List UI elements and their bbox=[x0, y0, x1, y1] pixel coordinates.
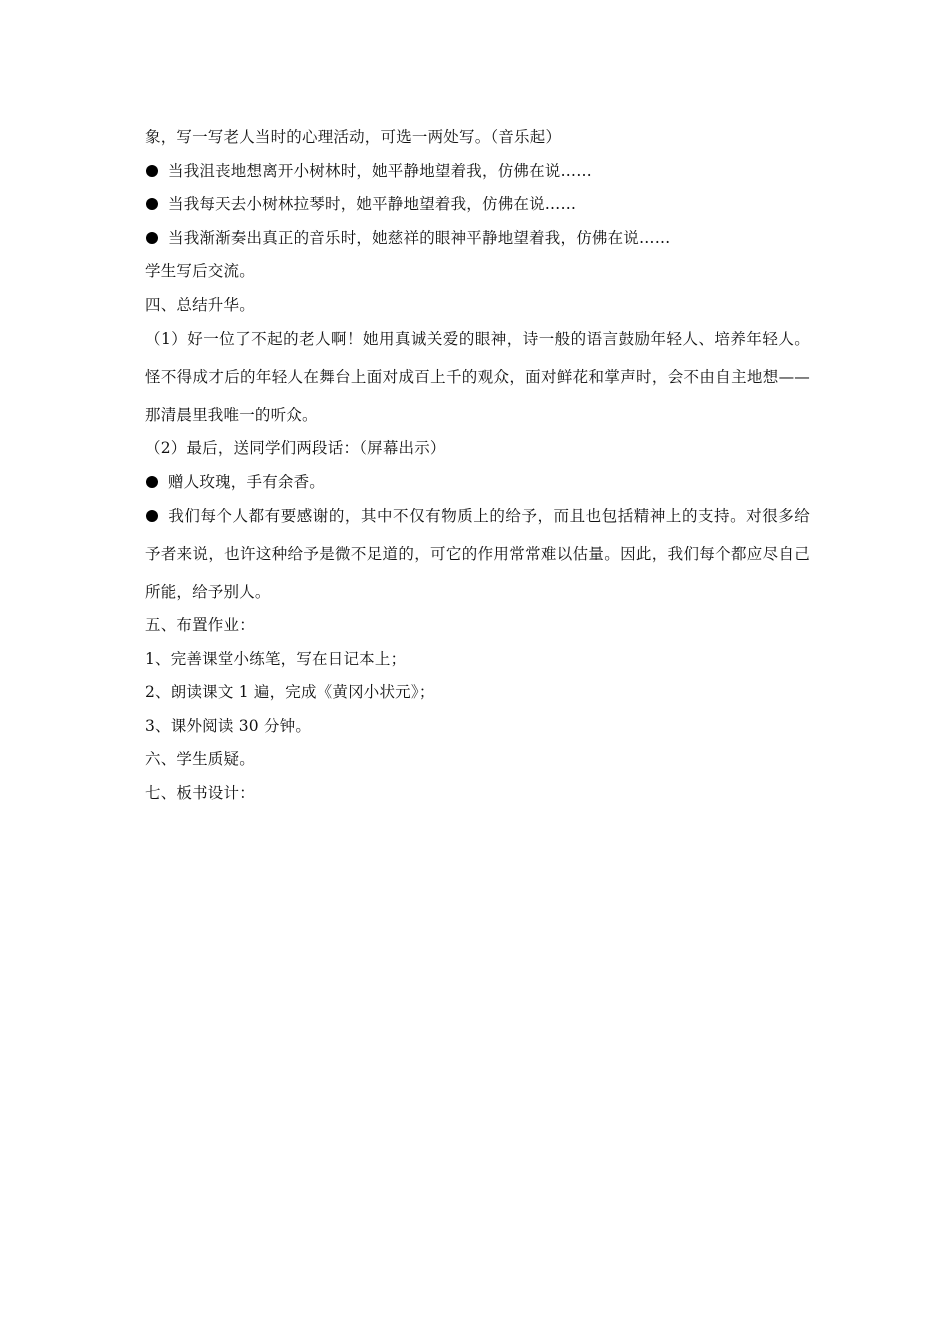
paragraph: （2）最后，送同学们两段话：（屏幕出示） bbox=[145, 439, 446, 457]
bullet-item bbox=[145, 188, 810, 222]
bullet-icon bbox=[146, 232, 158, 244]
document-body bbox=[145, 121, 810, 810]
bullet-text: 赠人玫瑰，手有余香。 bbox=[168, 472, 326, 491]
bullet-item bbox=[145, 466, 810, 500]
bullet-icon bbox=[146, 476, 158, 488]
section-heading: 四、总结升华。 bbox=[145, 295, 255, 314]
bullet-text: 我们每个人都有要感谢的，其中不仅有物质上的给予，而且也包括精神上的支持。对很多给予者来说，也许这种给予是微不足道的，可它的作用常常难以估量。因此，我们每个都应尽自己所能，给予别人。 bbox=[145, 507, 810, 601]
task-item: 2、朗读课文 1 遍，完成《黄冈小状元》； bbox=[145, 683, 435, 701]
paragraph: 学生写后交流。 bbox=[145, 262, 255, 280]
bullet-paragraph bbox=[145, 497, 810, 611]
bullet-icon bbox=[146, 198, 158, 210]
paragraph: （1）好一位了不起的老人啊！她用真诚关爱的眼神，诗一般的语言鼓励年轻人、培养年轻人。怪不得成才后的年轻人在舞台上面对成百上千的观众，面对鲜花和掌声时，会不由自主地想——那清晨里我唯一的听众。 bbox=[145, 330, 810, 424]
bullet-item bbox=[145, 155, 810, 189]
section-heading: 六、学生质疑。 bbox=[145, 750, 255, 768]
task-item: 1、完善课堂小练笔，写在日记本上； bbox=[145, 649, 407, 668]
bullet-text: 当我渐渐奏出真正的音乐时，她慈祥的眼神平静地望着我，仿佛在说…… bbox=[168, 228, 671, 247]
task-item: 3、课外阅读 30 分钟。 bbox=[145, 716, 312, 735]
bullet-text: 当我每天去小树林拉琴时，她平静地望着我，仿佛在说…… bbox=[168, 195, 577, 213]
section-heading: 五、布置作业： bbox=[145, 616, 255, 634]
section-heading: 七、板书设计： bbox=[145, 783, 255, 802]
bullet-icon bbox=[146, 510, 158, 522]
bullet-item bbox=[145, 222, 810, 256]
bullet-text: 当我沮丧地想离开小树林时，她平静地望着我，仿佛在说…… bbox=[168, 161, 592, 180]
paragraph-continuation: 象，写一写老人当时的心理活动，可选一两处写。（音乐起） bbox=[145, 128, 562, 146]
bullet-icon bbox=[146, 165, 158, 177]
